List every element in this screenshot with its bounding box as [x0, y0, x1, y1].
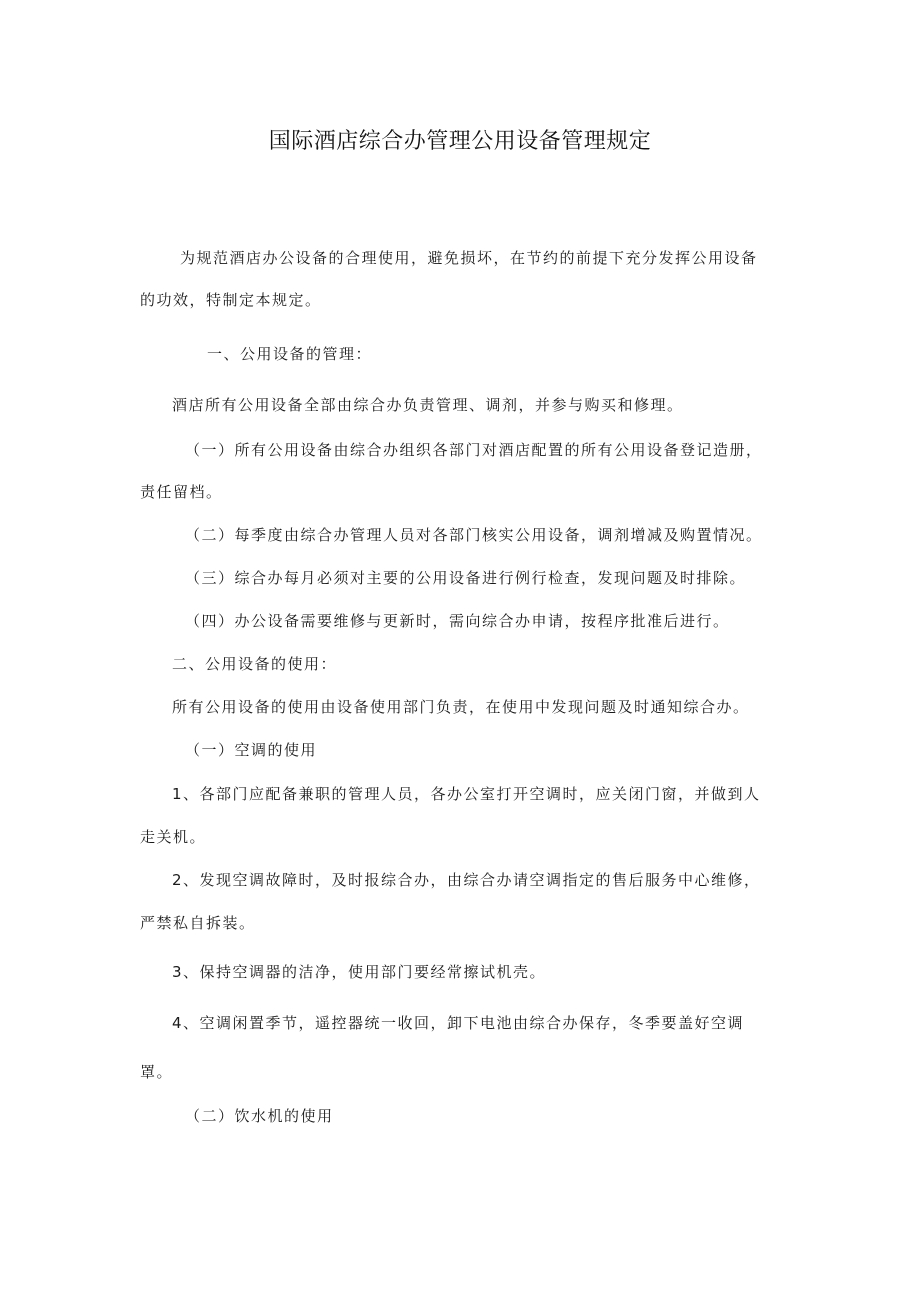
- paragraph-line: 3、保持空调器的洁净，使用部门要经常擦试机壳。: [172, 963, 547, 981]
- paragraph-line: 所有公用设备的使用由设备使用部门负责，在使用中发现问题及时通知综合办。: [172, 698, 750, 716]
- document-title: 国际酒店综合办管理公用设备管理规定: [268, 129, 652, 154]
- paragraph-line: 严禁私自拆装。: [140, 914, 256, 932]
- paragraph-line: 罩。: [140, 1063, 174, 1081]
- section-heading: 二、公用设备的使用：: [172, 655, 338, 673]
- subsection-heading: （二）饮水机的使用: [185, 1107, 334, 1125]
- subsection-heading: （一）空调的使用: [185, 741, 318, 759]
- paragraph-line: 1、各部门应配备兼职的管理人员，各办公室打开空调时，应关闭门窗，并做到人: [172, 785, 761, 803]
- paragraph-line: 走关机。: [140, 828, 207, 846]
- paragraph-line: 为规范酒店办公设备的合理使用，避免损坏，在节约的前提下充分发挥公用设备: [180, 249, 758, 267]
- paragraph-line: （二）每季度由综合办管理人员对各部门核实公用设备，调剂增减及购置情况。: [185, 526, 763, 544]
- paragraph-line: （四）办公设备需要维修与更新时，需向综合办申请，按程序批准后进行。: [185, 612, 730, 630]
- paragraph-line: （三）综合办每月必须对主要的公用设备进行例行检查，发现问题及时排除。: [185, 569, 747, 587]
- section-heading: 一、公用设备的管理：: [207, 345, 373, 363]
- paragraph-line: 的功效，特制定本规定。: [140, 291, 322, 309]
- paragraph-line: 酒店所有公用设备全部由综合办负责管理、调剂，并参与购买和修理。: [172, 396, 684, 414]
- paragraph-line: 责任留档。: [140, 483, 223, 501]
- paragraph-line: 4、空调闲置季节，遥控器统一收回，卸下电池由综合办保存，冬季要盖好空调: [172, 1014, 745, 1032]
- paragraph-line: （一）所有公用设备由综合办组织各部门对酒店配置的所有公用设备登记造册，: [185, 441, 763, 459]
- paragraph-line: 2、发现空调故障时，及时报综合办，由综合办请空调指定的售后服务中心维修，: [172, 871, 761, 889]
